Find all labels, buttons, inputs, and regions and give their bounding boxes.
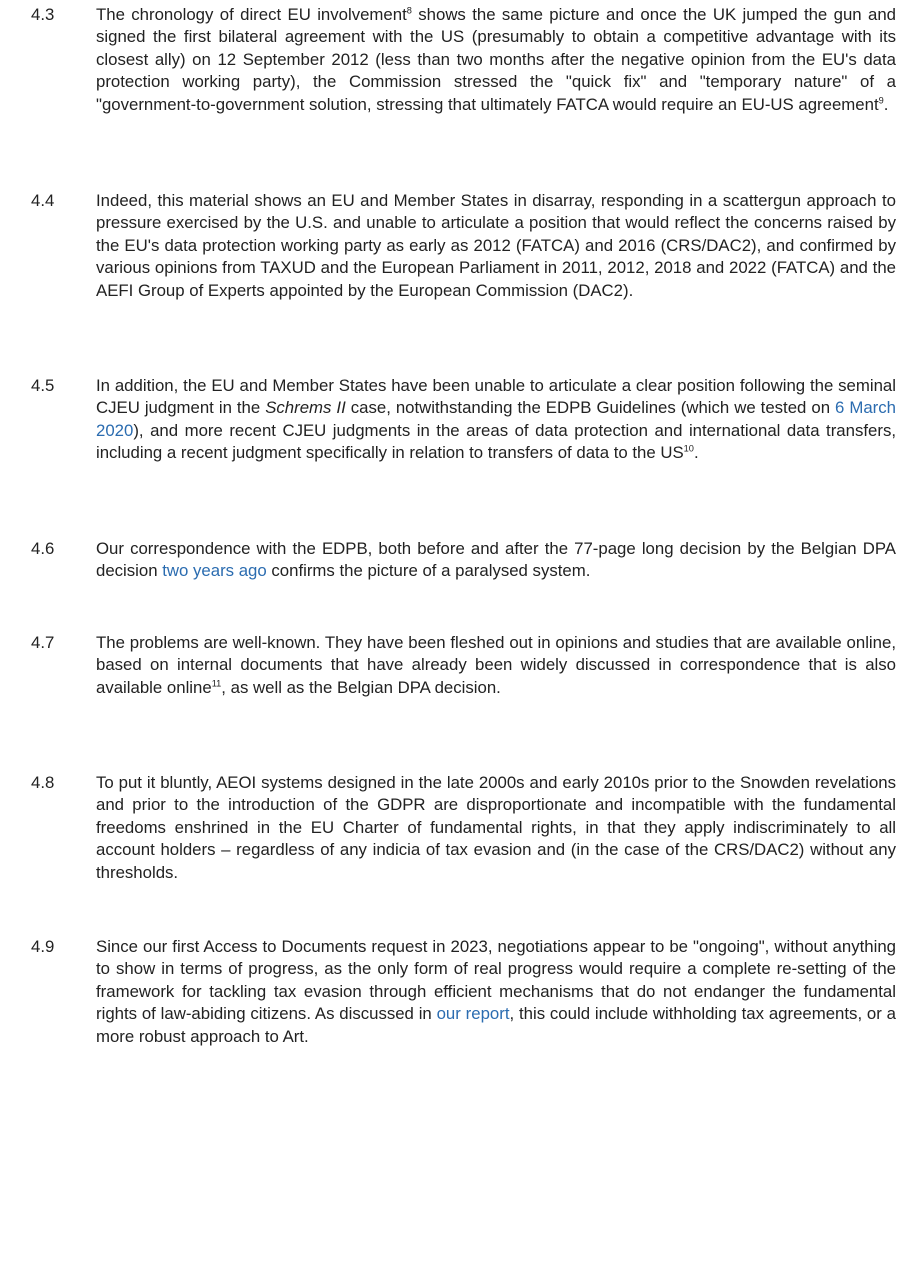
- text-run: ), and more recent CJEU judgments in the areas of data protection and international data transfers, including a recent judgment specifically in relation to transfers of data to the US: [96, 420, 896, 463]
- text-run: Indeed, this material shows an EU and Member States in disarray, responding in a scattergun approach to pressure exercised by the U.S. and unable to articulate a position that would reflect the concerns raised by the EU's data protection working party as early as 2012 (FATCA) and 2016 (CRS/DAC2), and confirmed by various opinions from TAXUD and the European Parliament in 2011, 2012, 2018 and 2022 (FATCA) and the AEFI Group of Experts appointed by the European Commission (DAC2).: [96, 191, 896, 300]
- text-run: To put it bluntly, AEOI systems designed in the late 2000s and early 2010s prior to the Snowden revelations and prior to the introduction of the GDPR are disproportionate and incompatible with the fundamental freedoms enshrined in the EU Charter of fundamental rights, in that they apply indiscriminately to all account holders – regardless of any indicia of tax evasion and (in the case of the CRS/DAC2) without any thresholds.: [96, 773, 896, 882]
- paragraph-number: 4.9: [31, 937, 55, 956]
- text-run: .: [693, 443, 699, 463]
- text-run: The problems are well-known. They have been fleshed out in opinions and studies that are available online, based on internal documents that have already been widely discussed in correspondence that is also available online: [96, 633, 896, 697]
- paragraph-text: [96, 632, 896, 699]
- footnote-ref: 11: [211, 678, 222, 689]
- footnote-ref: 9: [878, 95, 884, 106]
- text-run: .: [883, 94, 889, 114]
- paragraph-number: 4.5: [31, 376, 55, 395]
- paragraph-number: 4.3: [31, 5, 55, 24]
- paragraph-number: 4.7: [31, 633, 55, 652]
- text-run: shows the same picture and once the UK jumped the gun and signed the first bilateral agreement with the US (presumably to obtain a competitive advantage with its closest ally) on 12 September 2012 (less than two months after the negative opinion from the EU's data protection working party), the Commission stressed the "quick fix" and "temporary nature" of a "government-to-government solution, stressing that ultimately FATCA would require an EU-US agreement: [96, 5, 897, 114]
- emphasis-text: Schrems II: [265, 398, 346, 418]
- paragraph-text: [96, 538, 896, 583]
- text-run: , as well as the Belgian DPA decision.: [221, 677, 501, 697]
- inline-link[interactable]: 6 March 2020: [96, 398, 896, 440]
- footnote-ref: 10: [683, 443, 694, 454]
- text-run: The chronology of direct EU involvement: [96, 5, 407, 24]
- paragraph-text: [96, 772, 896, 884]
- text-run: , this could include withholding tax agreements, or a more robust approach to Art.: [96, 1004, 896, 1046]
- paragraph-text: [96, 190, 896, 302]
- text-run: confirms the picture of a paralysed system.: [266, 561, 591, 581]
- paragraph-number: 4.8: [31, 773, 55, 792]
- inline-link[interactable]: our report: [436, 1004, 510, 1024]
- paragraph-text: [96, 936, 896, 1048]
- inline-link[interactable]: two years ago: [162, 561, 267, 581]
- paragraph-number: 4.6: [31, 539, 55, 558]
- footnote-ref: 8: [406, 5, 412, 16]
- text-run: case, notwithstanding the EDPB Guidelines (which we tested on: [345, 398, 836, 418]
- text-run: Since our first Access to Documents request in 2023, negotiations appear to be "ongoing", without anything to show in terms of progress, as the only form of real progress would require a complete re-setting of the framework for tackling tax evasion through efficient mechanisms that do not endanger the fundamental rights of law-abiding citizens. As discussed in: [96, 937, 896, 1024]
- paragraph-text: [96, 4, 896, 116]
- paragraph-text: [96, 375, 896, 465]
- text-run: Our correspondence with the EDPB, both before and after the 77-page long decision by the Belgian DPA decision: [96, 539, 896, 581]
- paragraph-number: 4.4: [31, 191, 55, 210]
- text-run: In addition, the EU and Member States have been unable to articulate a clear position following the seminal CJEU judgment in the: [96, 376, 896, 418]
